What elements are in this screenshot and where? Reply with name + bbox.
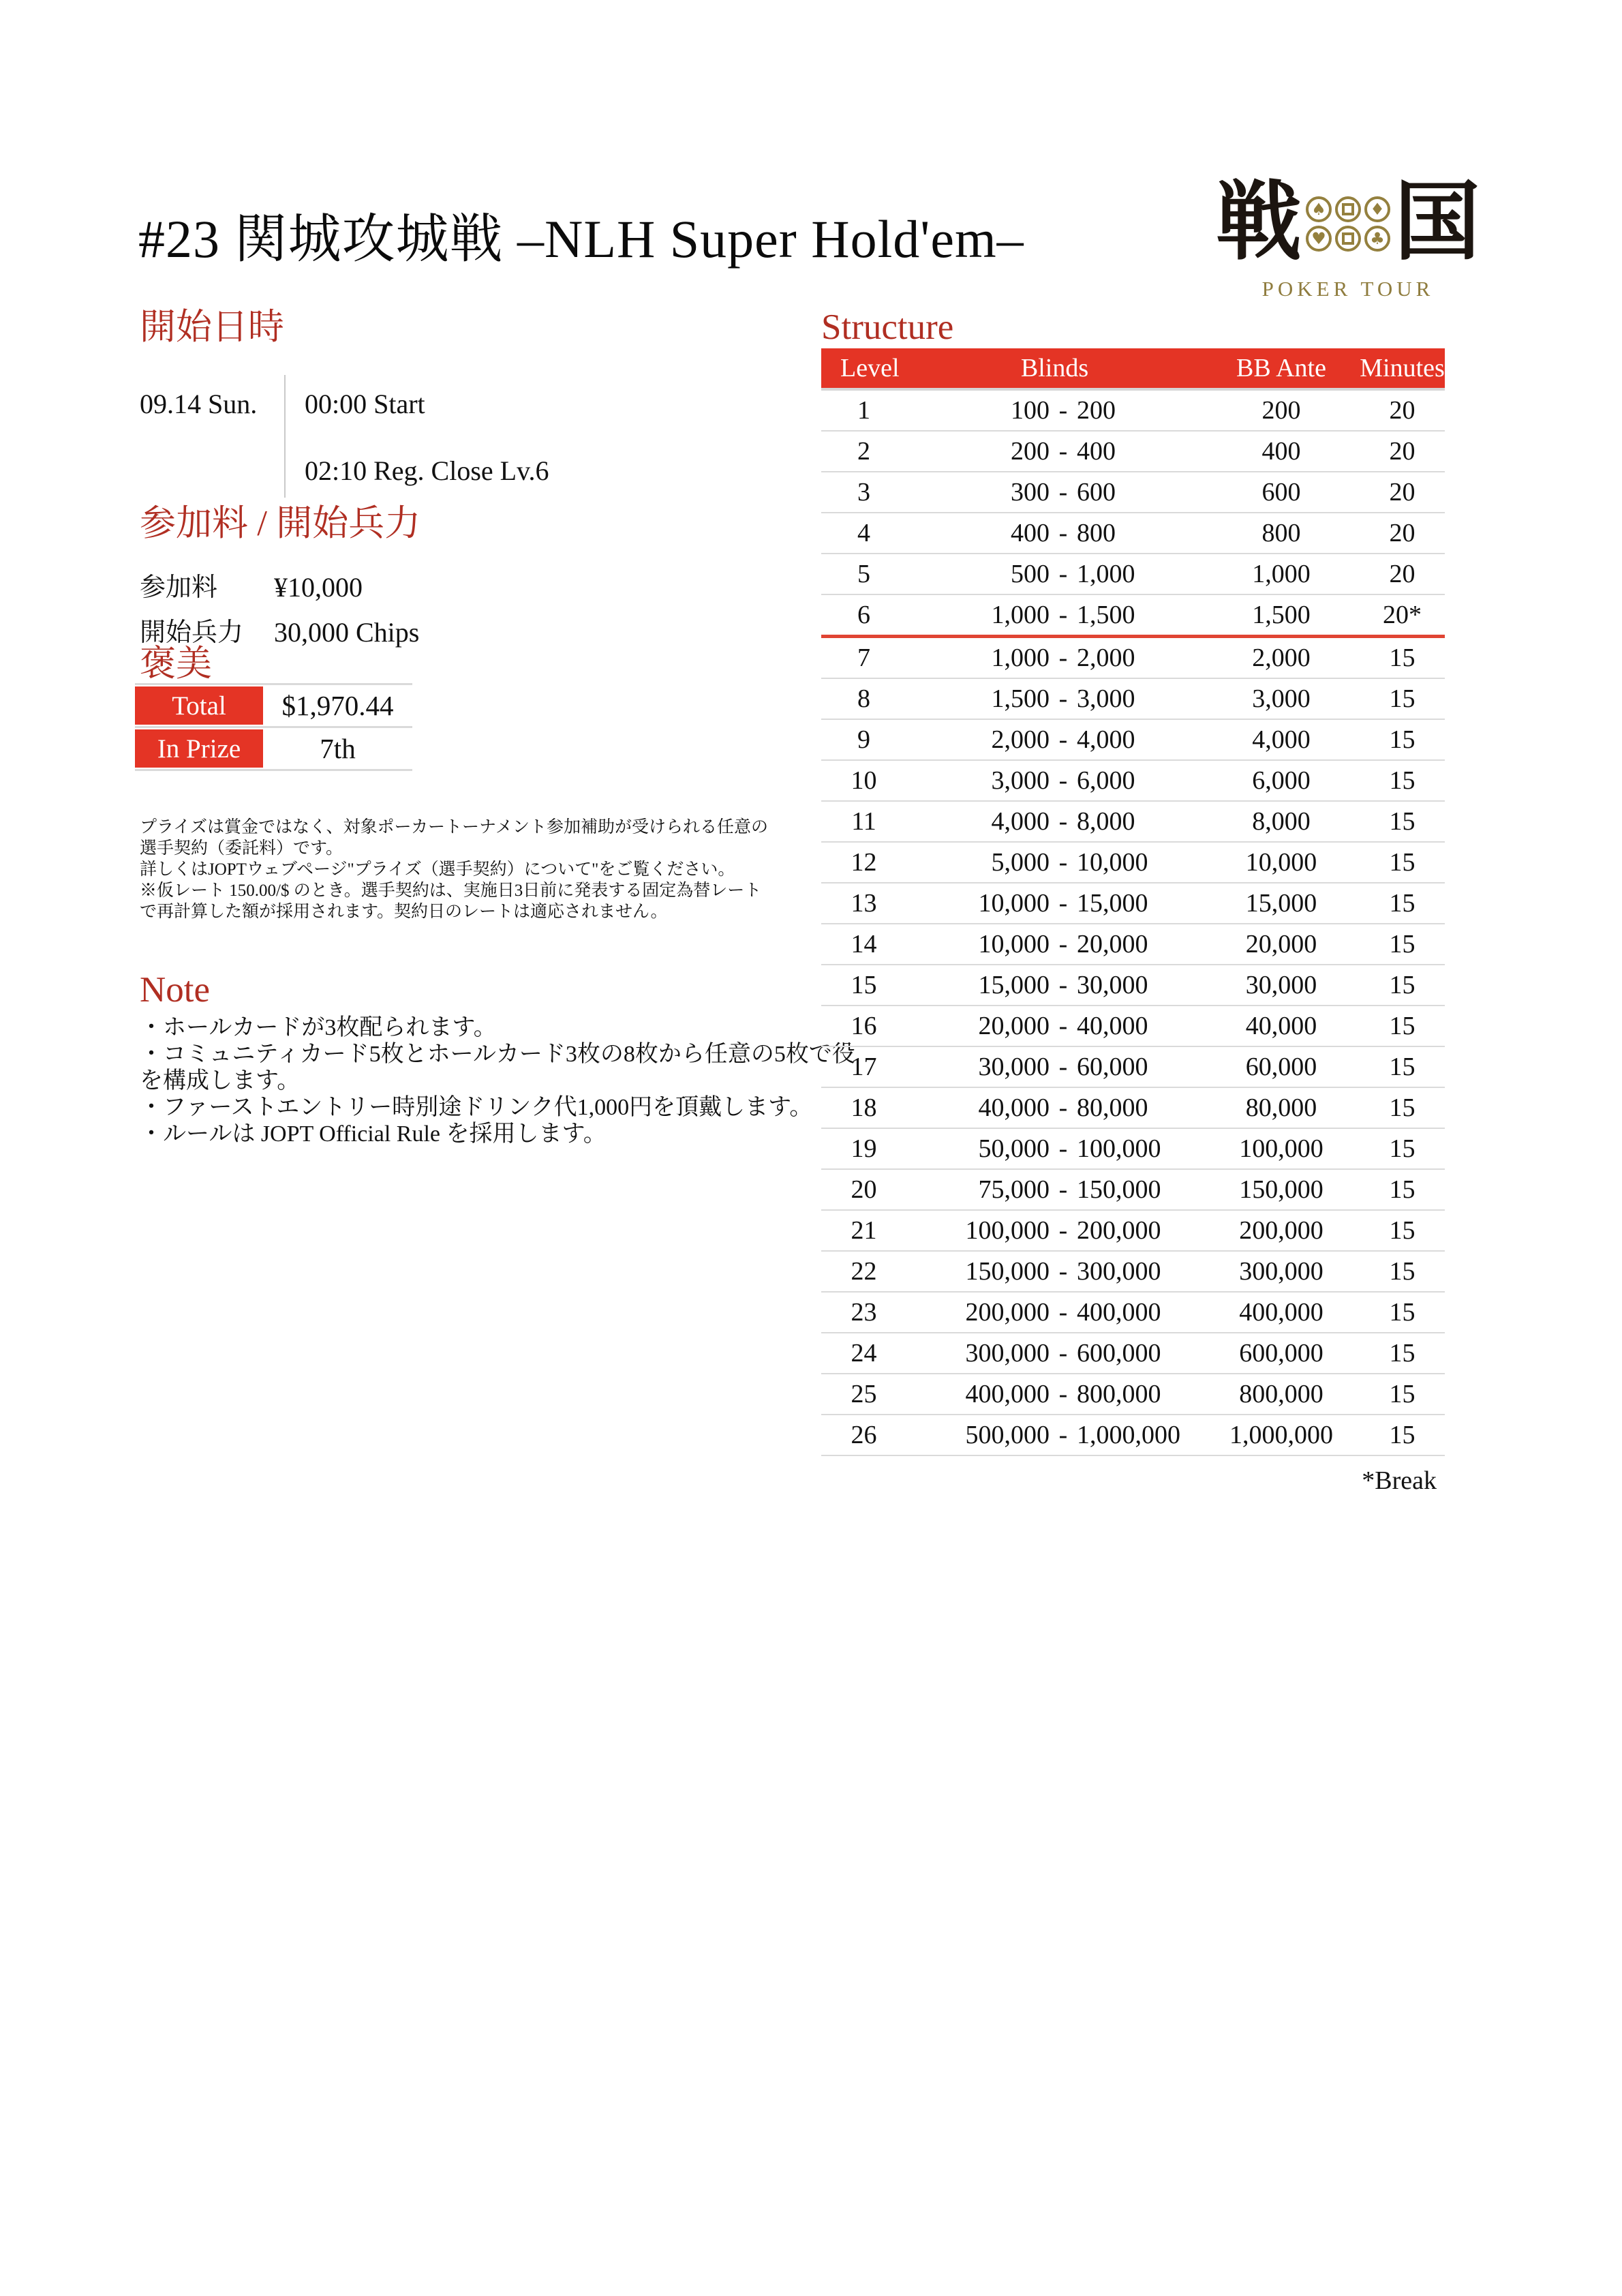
- note-line: ・ルールは JOPT Official Rule を採用します。: [140, 1121, 607, 1147]
- note-line: ・コミュニティカード5枚とホールカード3枚の8枚から任意の5枚で役: [140, 1042, 855, 1067]
- blind-level-row: [821, 513, 1445, 554]
- big-blind: 20,000: [1077, 929, 1148, 958]
- big-blind: 200,000: [1077, 1215, 1161, 1245]
- big-blind: 10,000: [1077, 847, 1148, 877]
- big-blind: 80,000: [1077, 1093, 1148, 1122]
- level-number: 16: [851, 1011, 877, 1040]
- blinds-dash: -: [1058, 725, 1068, 754]
- small-blind: 3,000: [991, 766, 1050, 795]
- blind-level-row: [821, 883, 1445, 924]
- small-blind: 15,000: [978, 970, 1050, 999]
- blinds-dash: -: [1058, 1052, 1068, 1081]
- level-minutes: 15: [1389, 725, 1416, 754]
- bb-ante: 200,000: [1239, 1215, 1323, 1245]
- level-number: 4: [857, 518, 870, 547]
- level-minutes: 15: [1389, 806, 1416, 836]
- small-blind: 300,000: [965, 1338, 1050, 1368]
- note-heading: Note: [140, 970, 211, 1010]
- bb-ante: 150,000: [1239, 1175, 1323, 1204]
- blind-level-row: [821, 1047, 1445, 1088]
- level-number: 1: [857, 395, 870, 425]
- blinds-dash: -: [1058, 888, 1068, 918]
- level-number: 6: [857, 600, 870, 629]
- bb-ante: 2,000: [1252, 643, 1311, 672]
- blind-level-row: [821, 802, 1445, 843]
- small-blind: 50,000: [978, 1134, 1050, 1163]
- blinds-dash: -: [1058, 684, 1068, 713]
- blind-level-row: [821, 761, 1445, 802]
- bb-ante: 400,000: [1239, 1297, 1323, 1327]
- bb-ante: 4,000: [1252, 725, 1311, 754]
- small-blind: 1,500: [991, 684, 1050, 713]
- structure-heading: Structure: [821, 307, 954, 347]
- level-minutes: 20: [1389, 477, 1416, 507]
- level-minutes: 20: [1389, 518, 1416, 547]
- suit-coin-icon: ♣: [1364, 226, 1390, 252]
- logo-suit-coins: [1306, 196, 1390, 252]
- structure-column: [821, 307, 1445, 1496]
- level-number: 24: [851, 1338, 877, 1368]
- big-blind: 800: [1077, 518, 1116, 547]
- suit-coin-icon: [1335, 226, 1361, 252]
- suit-coin-icon: [1335, 196, 1361, 222]
- entry-heading: 参加料 / 開始兵力: [140, 504, 421, 543]
- big-blind: 8,000: [1077, 806, 1135, 836]
- small-blind: 300: [1011, 477, 1050, 507]
- bb-ante: 3,000: [1252, 684, 1311, 713]
- small-blind: 2,000: [991, 725, 1050, 754]
- small-blind: 400,000: [965, 1379, 1050, 1408]
- blinds-dash: -: [1058, 1215, 1068, 1245]
- blinds-dash: -: [1058, 806, 1068, 836]
- blind-level-row: [821, 1415, 1445, 1456]
- big-blind: 150,000: [1077, 1175, 1161, 1204]
- level-minutes: 15: [1389, 1297, 1416, 1327]
- big-blind: 1,500: [1077, 600, 1135, 629]
- schedule-block: [140, 375, 549, 498]
- bb-ante: 20,000: [1245, 929, 1317, 958]
- blind-level-row: [821, 924, 1445, 965]
- logo-emblem: [1216, 176, 1480, 271]
- level-minutes: 15: [1389, 684, 1416, 713]
- level-minutes: 15: [1389, 929, 1416, 958]
- big-blind: 60,000: [1077, 1052, 1148, 1081]
- level-number: 25: [851, 1379, 877, 1408]
- level-number: 18: [851, 1093, 877, 1122]
- blind-level-row: [821, 965, 1445, 1006]
- small-blind: 30,000: [978, 1052, 1050, 1081]
- blind-level-row: [821, 1293, 1445, 1333]
- level-minutes: 15: [1389, 1420, 1416, 1449]
- bb-ante: 800,000: [1239, 1379, 1323, 1408]
- level-number: 19: [851, 1134, 877, 1163]
- prize-label: In Prize: [135, 729, 263, 768]
- prize-disclaimer-line: ※仮レート 150.00/$ のとき。選手契約は、実施日3日前に発表する固定為替レート: [140, 881, 762, 900]
- schedule-time: 00:00 Start: [305, 389, 425, 419]
- small-blind: 1,000: [991, 643, 1050, 672]
- level-number: 12: [851, 847, 877, 877]
- schedule-heading: 開始日時: [140, 307, 284, 347]
- bb-ante: 6,000: [1252, 766, 1311, 795]
- blinds-dash: -: [1058, 970, 1068, 999]
- logo-wordmark: POKER TOUR: [1261, 277, 1435, 301]
- small-blind: 40,000: [978, 1093, 1050, 1122]
- bb-ante: 800: [1261, 518, 1301, 547]
- entry-label: 参加料: [140, 573, 218, 602]
- note-list: [140, 1014, 855, 1147]
- small-blind: 10,000: [978, 888, 1050, 918]
- level-number: 5: [857, 559, 870, 588]
- big-blind: 400,000: [1077, 1297, 1161, 1327]
- big-blind: 300,000: [1077, 1256, 1161, 1286]
- small-blind: 20,000: [978, 1011, 1050, 1040]
- small-blind: 1,000: [991, 600, 1050, 629]
- blind-level-row: [821, 1374, 1445, 1415]
- big-blind: 200: [1077, 395, 1116, 425]
- bb-ante: 8,000: [1252, 806, 1311, 836]
- entry-list: [140, 571, 419, 649]
- suit-coin-icon: ♥: [1306, 226, 1332, 252]
- level-number: 3: [857, 477, 870, 507]
- big-blind: 3,000: [1077, 684, 1135, 713]
- big-blind: 30,000: [1077, 970, 1148, 999]
- blind-level-row: [821, 391, 1445, 432]
- small-blind: 10,000: [978, 929, 1050, 958]
- blind-level-row: [821, 595, 1445, 638]
- blinds-dash: -: [1058, 643, 1068, 672]
- schedule-time: 02:10 Reg. Close Lv.6: [305, 455, 549, 486]
- blinds-dash: -: [1058, 1256, 1068, 1286]
- suit-coin-icon: ♦: [1364, 196, 1390, 222]
- level-number: 9: [857, 725, 870, 754]
- level-minutes: 20: [1389, 395, 1416, 425]
- small-blind: 400: [1011, 518, 1050, 547]
- level-number: 23: [851, 1297, 877, 1327]
- level-number: 22: [851, 1256, 877, 1286]
- level-number: 21: [851, 1215, 877, 1245]
- prize-row: [135, 728, 412, 771]
- blind-level-row: [821, 1088, 1445, 1129]
- blind-level-row: [821, 1129, 1445, 1170]
- small-blind: 5,000: [991, 847, 1050, 877]
- bb-ante: 60,000: [1245, 1052, 1317, 1081]
- level-minutes: 20*: [1383, 600, 1422, 629]
- blind-level-row: [821, 1006, 1445, 1047]
- big-blind: 40,000: [1077, 1011, 1148, 1040]
- big-blind: 400: [1077, 436, 1116, 466]
- bb-ante: 300,000: [1239, 1256, 1323, 1286]
- blind-table-header: [821, 348, 1445, 391]
- blinds-dash: -: [1058, 1011, 1068, 1040]
- entry-value: ¥10,000: [274, 572, 363, 603]
- blind-level-row: [821, 843, 1445, 883]
- level-minutes: 15: [1389, 1379, 1416, 1408]
- small-blind: 500: [1011, 559, 1050, 588]
- blinds-dash: -: [1058, 518, 1068, 547]
- entry-label: 開始兵力: [140, 618, 244, 647]
- blind-structure-table: [821, 348, 1445, 1496]
- blinds-dash: -: [1058, 559, 1068, 588]
- level-number: 7: [857, 643, 870, 672]
- level-minutes: 15: [1389, 888, 1416, 918]
- blinds-dash: -: [1058, 1420, 1068, 1449]
- level-minutes: 15: [1389, 847, 1416, 877]
- small-blind: 100: [1011, 395, 1050, 425]
- blind-level-row: [821, 679, 1445, 720]
- big-blind: 600: [1077, 477, 1116, 507]
- note-line: ・ファーストエントリー時別途ドリンク代1,000円を頂戴します。: [140, 1095, 813, 1120]
- big-blind: 15,000: [1077, 888, 1148, 918]
- level-minutes: 15: [1389, 643, 1416, 672]
- level-minutes: 20: [1389, 436, 1416, 466]
- prize-value: $1,970.44: [281, 690, 394, 721]
- entry-row: [140, 571, 419, 604]
- prize-disclaimer-line: プライズは賞金ではなく、対象ポーカートーナメント参加補助が受けられる任意の: [140, 818, 769, 836]
- bb-ante: 15,000: [1245, 888, 1317, 918]
- blind-level-row: [821, 432, 1445, 472]
- blinds-dash: -: [1058, 477, 1068, 507]
- small-blind: 500,000: [965, 1420, 1050, 1449]
- bb-ante: 400: [1261, 436, 1301, 466]
- bb-ante: 40,000: [1245, 1011, 1317, 1040]
- big-blind: 4,000: [1077, 725, 1135, 754]
- big-blind: 100,000: [1077, 1134, 1161, 1163]
- level-minutes: 15: [1389, 1256, 1416, 1286]
- info-column: [140, 307, 855, 1193]
- prize-row: [135, 685, 412, 728]
- bb-ante: 600: [1261, 477, 1301, 507]
- blind-level-row: [821, 554, 1445, 595]
- blinds-dash: -: [1058, 1093, 1068, 1122]
- suit-coin-icon: ♠: [1306, 196, 1332, 222]
- blind-level-row: [821, 1211, 1445, 1252]
- bb-ante: 600,000: [1239, 1338, 1323, 1368]
- level-minutes: 15: [1389, 1338, 1416, 1368]
- level-number: 14: [851, 929, 877, 958]
- blind-level-row: [821, 1333, 1445, 1374]
- prize-label: Total: [135, 686, 263, 725]
- blinds-dash: -: [1058, 395, 1068, 425]
- blind-level-row: [821, 472, 1445, 513]
- prize-disclaimer-line: 詳しくはJOPTウェブページ"プライズ（選手契約）について"をご覧ください。: [140, 860, 735, 879]
- bb-ante: 1,500: [1252, 600, 1311, 629]
- level-number: 26: [851, 1420, 877, 1449]
- note-line: を構成します。: [140, 1068, 301, 1093]
- level-number: 10: [851, 766, 877, 795]
- level-number: 2: [857, 436, 870, 466]
- small-blind: 75,000: [978, 1175, 1050, 1204]
- logo-kanji-sen: 戦: [1216, 176, 1302, 271]
- small-blind: 200: [1011, 436, 1050, 466]
- break-footnote: *Break: [1362, 1466, 1437, 1495]
- blinds-dash: -: [1058, 766, 1068, 795]
- bb-ante: 1,000,000: [1229, 1420, 1333, 1449]
- level-minutes: 15: [1389, 1093, 1416, 1122]
- blinds-dash: -: [1058, 1297, 1068, 1327]
- blinds-dash: -: [1058, 1379, 1068, 1408]
- level-minutes: 15: [1389, 1052, 1416, 1081]
- blind-level-row: [821, 1252, 1445, 1293]
- level-number: 11: [851, 806, 876, 836]
- prize-table: [135, 683, 412, 771]
- logo-kanji-koku: 国: [1394, 176, 1480, 271]
- level-minutes: 15: [1389, 1011, 1416, 1040]
- bb-ante: 30,000: [1245, 970, 1317, 999]
- prize-heading: 褒美: [140, 644, 212, 684]
- level-number: 13: [851, 888, 877, 918]
- blind-rows: [821, 391, 1445, 1456]
- sengoku-poker-tour-logo: [1216, 176, 1480, 301]
- column-header-level: Level: [840, 353, 900, 382]
- level-number: 8: [857, 684, 870, 713]
- small-blind: 200,000: [965, 1297, 1050, 1327]
- prize-disclaimer: [140, 817, 794, 922]
- big-blind: 800,000: [1077, 1379, 1161, 1408]
- blinds-dash: -: [1058, 600, 1068, 629]
- level-minutes: 20: [1389, 559, 1416, 588]
- level-minutes: 15: [1389, 1175, 1416, 1204]
- bb-ante: 200: [1261, 395, 1301, 425]
- bb-ante: 1,000: [1252, 559, 1311, 588]
- big-blind: 1,000,000: [1077, 1420, 1180, 1449]
- page-title: #23 関城攻城戦 –NLH Super Hold'em–: [138, 209, 1024, 269]
- blinds-dash: -: [1058, 929, 1068, 958]
- column-header-blinds: Blinds: [1020, 353, 1089, 382]
- blinds-dash: -: [1058, 1134, 1068, 1163]
- schedule-times: [284, 375, 549, 498]
- level-number: 20: [851, 1175, 877, 1204]
- bb-ante: 10,000: [1245, 847, 1317, 877]
- column-header-bb-ante: BB Ante: [1236, 353, 1326, 382]
- small-blind: 100,000: [965, 1215, 1050, 1245]
- level-number: 15: [851, 970, 877, 999]
- prize-value: 7th: [320, 733, 356, 764]
- big-blind: 1,000: [1077, 559, 1135, 588]
- level-number: 17: [851, 1052, 877, 1081]
- entry-value: 30,000 Chips: [274, 617, 420, 648]
- prize-disclaimer-line: で再計算した額が採用されます。契約日のレートは適応されません。: [140, 903, 668, 921]
- schedule-date: 09.14 Sun.: [140, 389, 258, 419]
- column-header-minutes: Minutes: [1360, 353, 1445, 382]
- big-blind: 6,000: [1077, 766, 1135, 795]
- level-minutes: 15: [1389, 1134, 1416, 1163]
- big-blind: 600,000: [1077, 1338, 1161, 1368]
- prize-disclaimer-line: 選手契約（委託料）です。: [140, 839, 343, 858]
- level-minutes: 15: [1389, 1215, 1416, 1245]
- small-blind: 4,000: [991, 806, 1050, 836]
- level-minutes: 15: [1389, 970, 1416, 999]
- bb-ante: 100,000: [1239, 1134, 1323, 1163]
- note-line: ・ホールカードが3枚配られます。: [140, 1015, 497, 1040]
- blind-level-row: [821, 1170, 1445, 1211]
- blinds-dash: -: [1058, 847, 1068, 877]
- small-blind: 150,000: [965, 1256, 1050, 1286]
- big-blind: 2,000: [1077, 643, 1135, 672]
- blinds-dash: -: [1058, 1175, 1068, 1204]
- blinds-dash: -: [1058, 1338, 1068, 1368]
- bb-ante: 80,000: [1245, 1093, 1317, 1122]
- blind-level-row: [821, 638, 1445, 679]
- level-minutes: 15: [1389, 766, 1416, 795]
- blind-level-row: [821, 720, 1445, 761]
- blinds-dash: -: [1058, 436, 1068, 466]
